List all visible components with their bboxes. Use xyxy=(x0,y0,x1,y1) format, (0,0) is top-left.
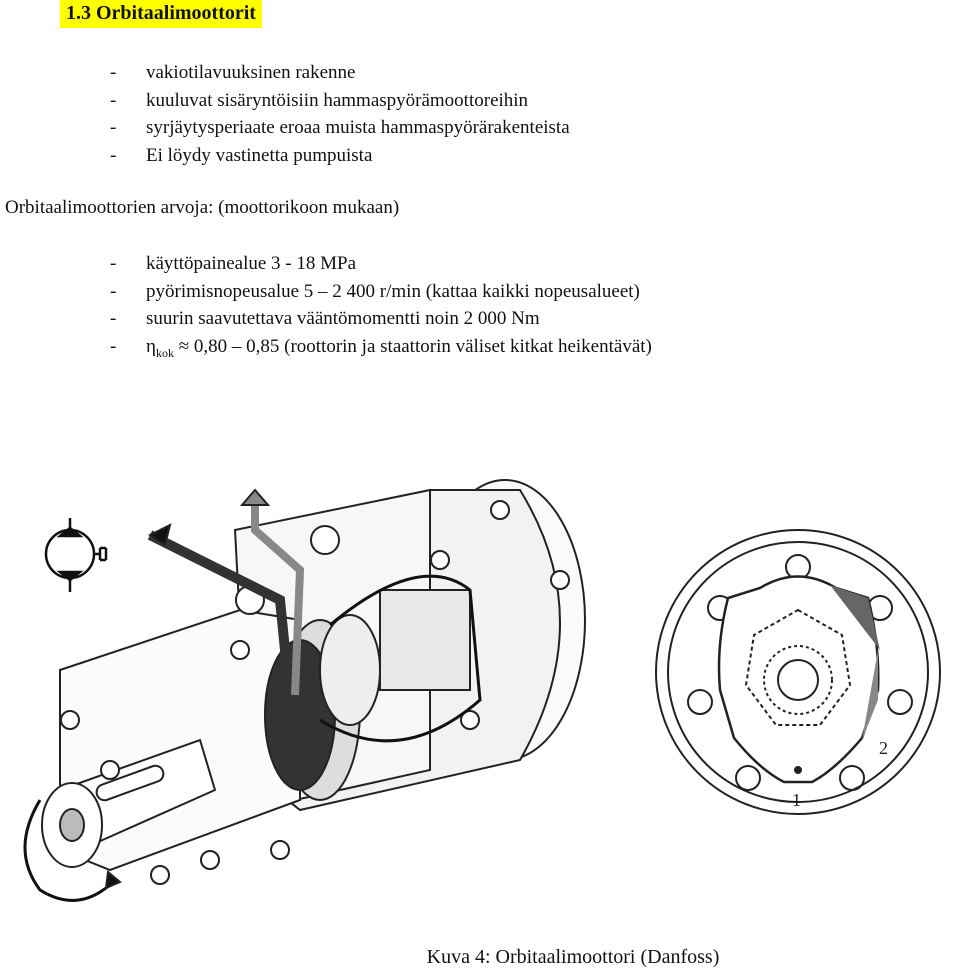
list-item: - Ei löydy vastinetta pumpuista xyxy=(110,144,373,166)
motor-cutaway-drawing xyxy=(25,480,585,900)
hydraulic-motor-symbol xyxy=(46,518,106,592)
features-list xyxy=(110,59,570,169)
list-item: - vakiotilavuuksinen rakenne xyxy=(110,62,356,83)
list-item: - suurin saavutettava vääntömomentti noin 2 000 Nm xyxy=(110,308,540,329)
figure-label-2: 2 xyxy=(879,738,888,758)
values-list xyxy=(110,250,652,367)
list-item: - kuuluvat sisäryntöisiin hammaspyörämoottoreihin xyxy=(110,89,529,111)
figure-label-1: 1 xyxy=(792,790,801,810)
gerotor-end-view xyxy=(656,530,940,814)
list-item-efficiency: - $\eta_{kok} \approx 0,80 - 0,85$ (roottorin ja staattorin väliset kitkat heikentävät) xyxy=(110,335,652,360)
figure-caption: Kuva 4: Orbitaalimoottori (Danfoss) xyxy=(426,946,720,968)
section-heading: 1.3 Orbitaalimoottorit xyxy=(60,0,262,28)
orbital-motor-figure xyxy=(0,470,960,940)
list-item: - syrjäytysperiaate eroaa muista hammaspyörärakenteista xyxy=(110,117,570,138)
list-item: - käyttöpainealue 3 - 18 MPa xyxy=(110,253,357,274)
values-intro: Orbitaalimoottorien arvoja: (moottorikoon mukaan) xyxy=(5,197,400,218)
list-item: - pyörimisnopeusalue 5 – 2 400 r/min (kattaa kaikki nopeusalueet) xyxy=(110,280,640,302)
